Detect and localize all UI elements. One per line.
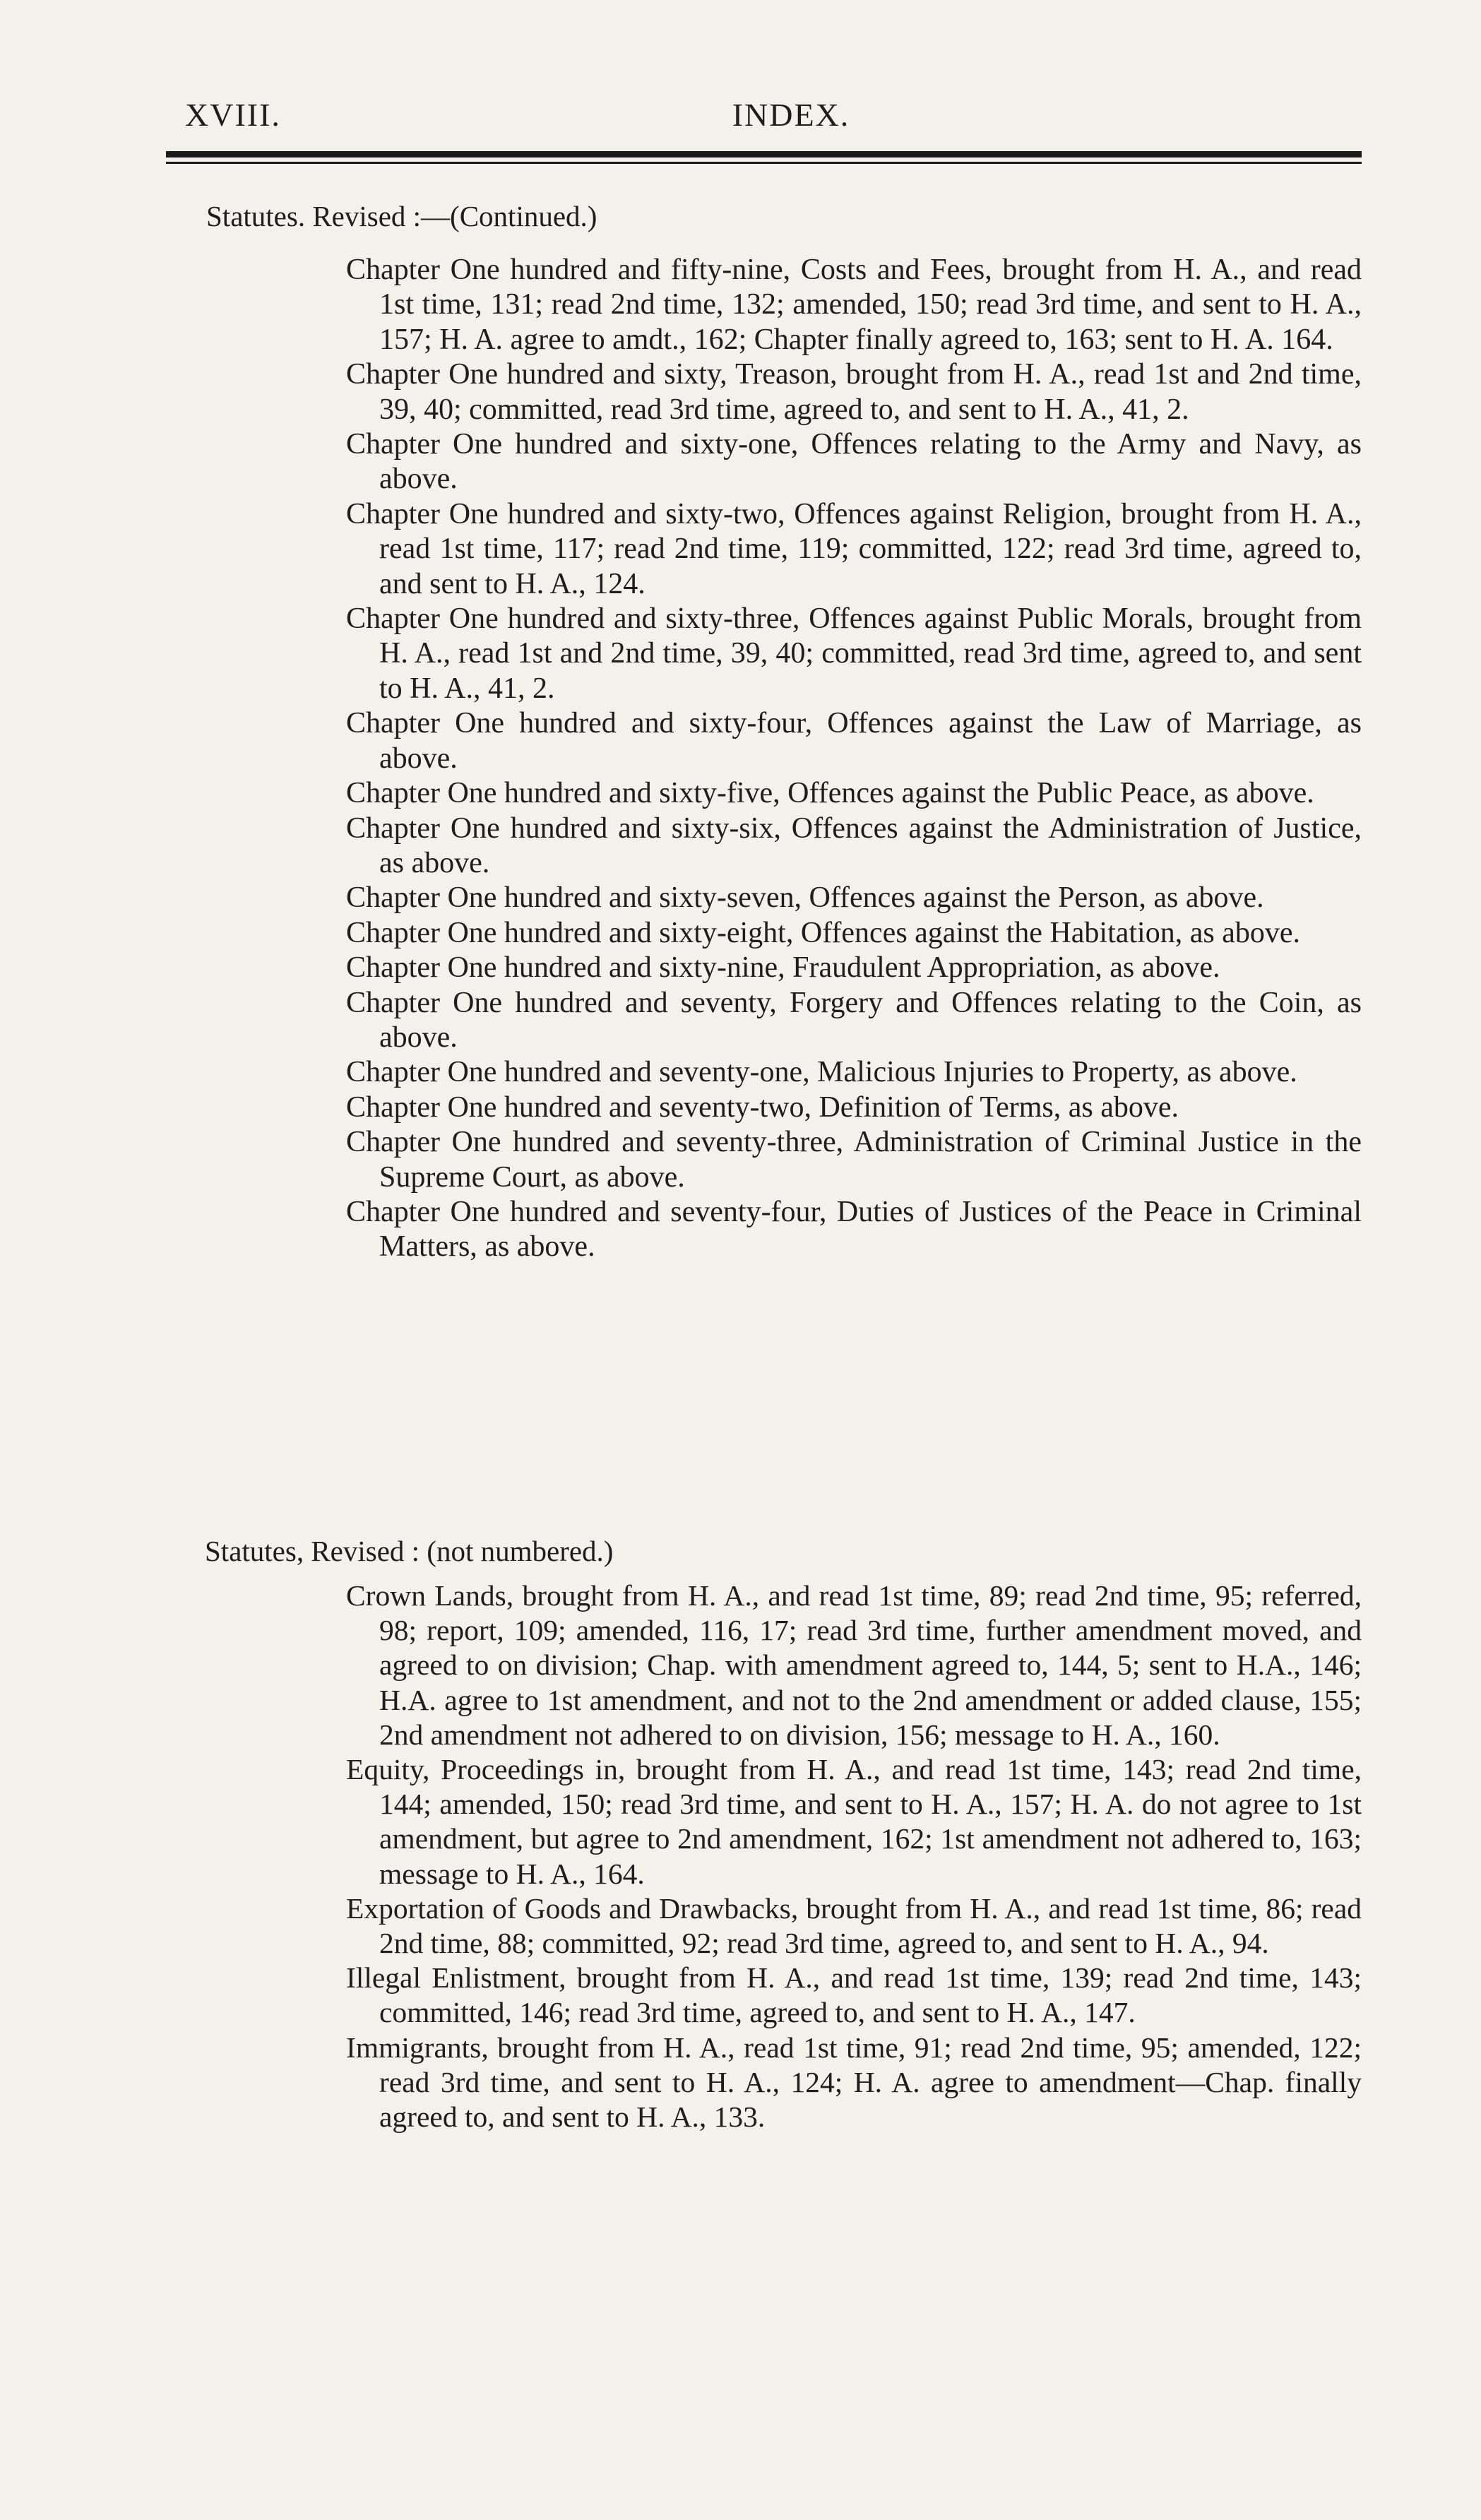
index-entry: Chapter One hundred and fifty-nine, Costs and Fees, brought from H. A., and read 1st time, 131; read 2nd time, 132; amended, 150; read 3rd time, and sent to H. A., 157; H. A. agree to amdt., 162; Chapter finally agreed to, 163; sent to H. A. 164. <box>346 254 1362 356</box>
index-entry: Equity, Proceedings in, brought from H. A., and read 1st time, 143; read 2nd time, 144; amended, 150; read 3rd time, and sent to H. A., 157; H. A. do not agree to 1st amendment, but agree to 2nd amendment, 162; 1st amendment not adhered to, 163; message to H. A., 164. <box>346 1753 1362 1890</box>
section-entries-revised-continued <box>346 253 1362 1265</box>
header-rule-thin <box>166 162 1362 164</box>
section-entries-not-numbered <box>346 1579 1362 2134</box>
index-entry: Chapter One hundred and sixty-three, Offences against Public Morals, brought from H. A., read 1st and 2nd time, 39, 40; committed, read 3rd time, agreed to, and sent to H. A., 41, 2. <box>346 602 1362 705</box>
index-entry: Chapter One hundred and seventy-four, Duties of Justices of the Peace in Criminal Matters, as above. <box>346 1195 1362 1264</box>
index-entry: Chapter One hundred and seventy, Forgery and Offences relating to the Coin, as above. <box>346 986 1362 1054</box>
index-entry: Chapter One hundred and sixty-nine, Fraudulent Appropriation, as above. <box>346 951 1220 985</box>
index-entry: Chapter One hundred and sixty-two, Offences against Religion, brought from H. A., read 1st time, 117; read 2nd time, 119; committed, 122; read 3rd time, agreed to, and sent to H. A., 124. <box>346 497 1362 600</box>
header-rule-thick <box>166 151 1362 158</box>
index-entry: Chapter One hundred and seventy-two, Definition of Terms, as above. <box>346 1090 1179 1124</box>
index-entry: Crown Lands, brought from H. A., and read 1st time, 89; read 2nd time, 95; referred, 98; report, 109; amended, 116, 17; read 3rd time, further amendment moved, and agreed to on division; Chap. with amendment agreed to, 144, 5; sent to H.A., 146; H.A. agree to 1st amendment, and not to the 2nd amendment or added clause, 155; 2nd amendment not adhered to on division, 156; message to H. A., 160. <box>346 1579 1362 1751</box>
index-entry: Chapter One hundred and sixty-seven, Offences against the Person, as above. <box>346 881 1264 915</box>
section-heading-revised-continued: Statutes. Revised :—(Continued.) <box>206 200 597 232</box>
index-entry: Immigrants, brought from H. A., read 1st time, 91; read 2nd time, 95; amended, 122; read 3rd time, and sent to H. A., 124; H. A. agree to amendment—Chap. finally agreed to, and sent to H. A., 133. <box>346 2031 1362 2134</box>
index-entry: Chapter One hundred and sixty-five, Offences against the Public Peace, as above. <box>346 777 1314 810</box>
index-entry: Chapter One hundred and sixty-eight, Offences against the Habitation, as above. <box>346 916 1300 949</box>
page-title: INDEX. <box>732 97 850 133</box>
index-entry: Chapter One hundred and sixty, Treason, brought from H. A., read 1st and 2nd time, 39, 40; committed, read 3rd time, agreed to, and sent to H. A., 41, 2. <box>346 358 1362 426</box>
index-entry: Chapter One hundred and seventy-one, Malicious Injuries to Property, as above. <box>346 1056 1297 1089</box>
section-heading-not-numbered: Statutes, Revised : (not numbered.) <box>205 1535 614 1567</box>
index-entry: Illegal Enlistment, brought from H. A., and read 1st time, 139; read 2nd time, 143; committed, 146; read 3rd time, agreed to, and sent to H. A., 147. <box>346 1961 1362 2029</box>
index-entry: Chapter One hundred and seventy-three, Administration of Criminal Justice in the Supreme Court, as above. <box>346 1126 1362 1194</box>
index-entry: Chapter One hundred and sixty-one, Offences relating to the Army and Navy, as above. <box>346 428 1362 496</box>
index-entry: Chapter One hundred and sixty-six, Offences against the Administration of Justice, as above. <box>346 812 1362 879</box>
index-entry: Chapter One hundred and sixty-four, Offences against the Law of Marriage, as above. <box>346 707 1362 775</box>
page-number: XVIII. <box>185 97 281 133</box>
index-entry: Exportation of Goods and Drawbacks, brought from H. A., and read 1st time, 86; read 2nd time, 88; committed, 92; read 3rd time, agreed to, and sent to H. A., 94. <box>346 1891 1362 1960</box>
